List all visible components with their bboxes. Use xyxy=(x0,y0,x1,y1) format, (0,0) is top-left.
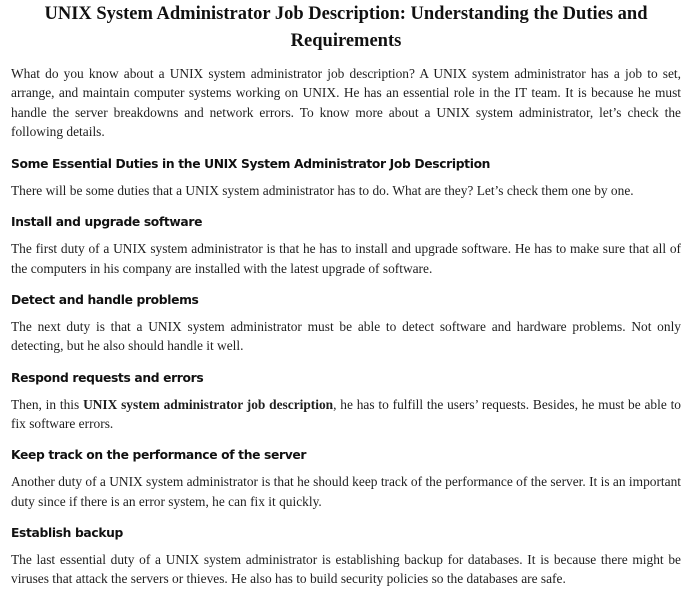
section-text-detect: The next duty is that a UNIX system administrator must be able to detect software and hardware problems. Not only detecting, but he also should handle it well. xyxy=(11,319,681,354)
section-heading-respond: Respond requests and errors xyxy=(11,370,204,385)
section-heading-backup: Establish backup xyxy=(11,525,124,540)
keyword-link-text: UNIX system administrator job description xyxy=(83,396,334,412)
section-heading-performance: Keep track on the performance of the server xyxy=(11,448,307,463)
section-text-respond-before: Then, in this xyxy=(11,396,84,412)
section-text-respond xyxy=(11,395,681,434)
intro-paragraph: What do you know about a UNIX system administrator job description? A UNIX system administrator has a job to set, arrange, and maintain computer systems working on UNIX. He has an essential role in the IT team. It is because he must handle the server breakdowns and network errors. To know more about a UNIX system administrator, let’s check the following details. xyxy=(11,66,681,139)
section-text-install: The first duty of a UNIX system administrator is that he has to install and upgrade software. He has to make sure that all of the computers in his company are installed with the latest upgrade of software. xyxy=(11,241,681,276)
section-text-performance: Another duty of a UNIX system administrator is that he should keep track of the performance of the server. It is an important duty since if there is an error system, he can fix it quickly. xyxy=(11,474,681,509)
duties-intro-paragraph: There will be some duties that a UNIX system administrator has to do. What are they? Let’s check them one by one. xyxy=(11,183,634,199)
duties-heading: Some Essential Duties in the UNIX System Administrator Job Description xyxy=(11,157,491,172)
article xyxy=(11,0,681,588)
page-title: UNIX System Administrator Job Description: Understanding the Duties and Requirements xyxy=(44,4,648,51)
section-heading-detect: Detect and handle problems xyxy=(11,293,199,308)
section-text-respond-after: , he has to fulfill the users’ requests. Besides, he must be able to fix software errors. xyxy=(11,396,681,431)
section-text-backup: The last essential duty of a UNIX system administrator is establishing backup for databases. It is because there might be viruses that attack the servers or thieves. He also has to build security policies so the databases are safe. xyxy=(11,551,681,587)
section-heading-install: Install and upgrade software xyxy=(11,215,203,230)
